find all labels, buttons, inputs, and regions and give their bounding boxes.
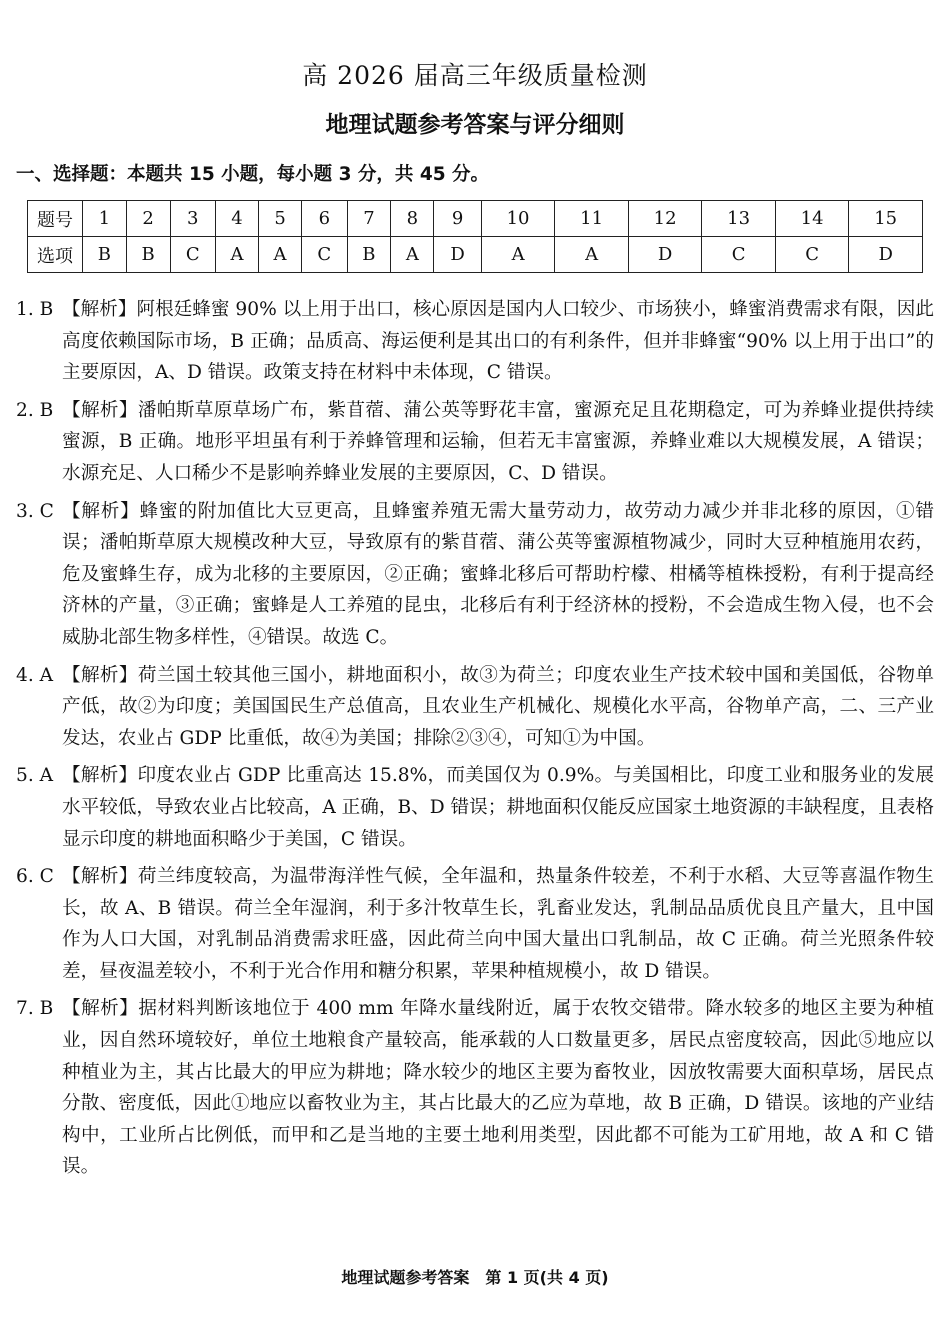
explanation-text: 荷兰纬度较高，为温带海洋性气候，全年温和，热量条件较差，不利于水稻、大豆等喜温作物生长，故 A、B 错误。荷兰全年湿润，利于多汁牧草生长，乳畜业发达，乳制品品质优良且产量大，且中国作为人口大国，对乳制品消费需求旺盛，因此荷兰向中国大量出口乳制品，故 C 正确。荷兰光照条件较差，昼夜温差较小，不利于光合作用和糖分积累，苹果种植规模小，故 D 错误。: [62, 866, 934, 982]
explanation-text: 阿根廷蜂蜜 90% 以上用于出口，核心原因是国内人口较少、市场狭小，蜂蜜消费需求有限，因此高度依赖国际市场，B 正确；品质高、海运便利是其出口的有利条件，但并非蜂蜜“90% 以上用于出口”的主要原因，A、D 错误。政策支持在材料中未体现，C 错误。: [62, 299, 934, 384]
answer-cell: D: [628, 237, 702, 273]
explanation-number: 4. A: [16, 664, 54, 686]
explanation-body: [62, 660, 934, 755]
page-footer: 地理试题参考答案 第 1 页(共 4 页): [341, 1268, 609, 1287]
explanation-number: 1. B: [16, 299, 54, 320]
answer-table-answer-row: [28, 237, 923, 273]
question-number-cell: 14: [775, 201, 849, 237]
question-number-cell: 8: [391, 201, 434, 237]
explanation-tag: 【解析】: [62, 664, 138, 686]
question-number-cell: 3: [170, 201, 215, 237]
explanation-text: 荷兰国土较其他三国小，耕地面积小，故③为荷兰；印度农业生产技术较中国和美国低，谷物单产低，故②为印度；美国国民生产总值高，且农业生产机械化、规模化水平高，谷物单产高，二、三产业发达，农业占 GDP 比重低，故④为美国；排除②③④，可知①为中国。: [62, 664, 934, 749]
answer-table-number-row: [28, 201, 923, 237]
explanation-tag: 【解析】: [62, 399, 138, 421]
answer-cell: A: [391, 237, 434, 273]
question-number-cell: 15: [849, 201, 923, 237]
page-subtitle: 地理试题参考答案与评分细则: [325, 112, 625, 138]
question-number-cell: 9: [434, 201, 481, 237]
question-number-cell: 10: [481, 201, 555, 237]
explanation-body: [62, 395, 934, 490]
answer-cell: C: [775, 237, 849, 273]
question-number-cell: 7: [347, 201, 391, 237]
explanation-text: 潘帕斯草原草场广布，紫苜蓿、蒲公英等野花丰富，蜜源充足且花期稳定，可为养蜂业提供持续蜜源，B 正确。地形平坦虽有利于养蜂管理和运输，但若无丰富蜜源，养蜂业难以大规模发展，A 错误；水源充足、人口稀少不是影响养蜂业发展的主要原因，C、D 错误。: [62, 399, 934, 484]
explanation-number: 3. C: [16, 500, 54, 522]
answer-cell: A: [259, 237, 302, 273]
answer-cell: B: [347, 237, 391, 273]
question-number-cell: 13: [702, 201, 776, 237]
explanation-list: [16, 294, 934, 1189]
explanation-body: [62, 496, 934, 654]
explanation-text: 印度农业占 GDP 比重高达 15.8%，而美国仅为 0.9%。与美国相比，印度工业和服务业的发展水平较低，导致农业占比较高，A 正确，B、D 错误；耕地面积仅能反应国家土地资源的丰缺程度，且表格显示印度的耕地面积略少于美国，C 错误。: [62, 765, 934, 850]
question-number-cell: 6: [302, 201, 347, 237]
answer-cell: C: [702, 237, 776, 273]
explanation-number: 6. C: [16, 866, 54, 888]
row-label-number: 题号: [28, 201, 83, 237]
answer-cell: A: [555, 237, 629, 273]
explanation-body: [62, 294, 934, 389]
answer-cell: D: [434, 237, 481, 273]
explanation-item: [16, 861, 934, 987]
question-number-cell: 4: [215, 201, 258, 237]
question-number-cell: 2: [126, 201, 170, 237]
explanation-tag: 【解析】: [62, 299, 137, 320]
question-number-cell: 1: [83, 201, 127, 237]
explanation-item: [16, 496, 934, 654]
answer-cell: C: [302, 237, 347, 273]
answer-cell: B: [126, 237, 170, 273]
explanation-tag: 【解析】: [62, 998, 139, 1020]
explanation-item: [16, 660, 934, 755]
explanation-text: 蜂蜜的附加值比大豆更高，且蜂蜜养殖无需大量劳动力，故劳动力减少并非北移的原因，①错误；潘帕斯草原大规模改种大豆，导致原有的紫苜蓿、蒲公英等蜜源植物减少，同时大豆种植施用农药，危及蜜蜂生存，成为北移的主要原因，②正确；蜜蜂北移后可帮助柠檬、柑橘等植株授粉，有利于提高经济林的产量，③正确；蜜蜂是人工养殖的昆虫，北移后有利于经济林的授粉，不会造成生物入侵，也不会威胁北部生物多样性，④错误。故选 C。: [62, 500, 934, 648]
explanation-item: [16, 993, 934, 1183]
page-title: 高 2026 届高三年级质量检测: [302, 61, 648, 90]
explanation-item: [16, 760, 934, 855]
answer-cell: D: [849, 237, 923, 273]
row-label-answer: 选项: [28, 237, 83, 273]
explanation-item: [16, 294, 934, 389]
question-number-cell: 5: [259, 201, 302, 237]
section-heading: 一、选择题：本题共 15 小题，每小题 3 分，共 45 分。: [16, 164, 490, 185]
explanation-body: [62, 760, 934, 855]
answer-table: [27, 200, 923, 273]
explanation-tag: 【解析】: [62, 866, 138, 888]
explanation-body: [62, 993, 934, 1183]
explanation-number: 5. A: [16, 765, 54, 787]
answer-cell: B: [83, 237, 127, 273]
explanation-body: [62, 861, 934, 987]
question-number-cell: 11: [555, 201, 629, 237]
answer-cell: C: [170, 237, 215, 273]
explanation-tag: 【解析】: [62, 500, 140, 522]
question-number-cell: 12: [628, 201, 702, 237]
explanation-number: 2. B: [16, 399, 54, 421]
answer-cell: A: [481, 237, 555, 273]
answer-cell: A: [215, 237, 258, 273]
explanation-tag: 【解析】: [62, 765, 138, 787]
explanation-number: 7. B: [16, 998, 54, 1020]
explanation-item: [16, 395, 934, 490]
explanation-text: 据材料判断该地位于 400 mm 年降水量线附近，属于农牧交错带。降水较多的地区主要为种植业，因自然环境较好，单位土地粮食产量较高，能承载的人口数量更多，居民点密度较高，因此⑤地应以种植业为主，其占比最大的甲应为耕地；降水较少的地区主要为畜牧业，因放牧需要大面积草场，居民点分散、密度低，因此①地应以畜牧业为主，其占比最大的乙应为草地，故 B 正确，D 错误。该地的产业结构中，工业所占比例低，而甲和乙是当地的主要土地利用类型，因此都不可能为工矿用地，故 A 和 C 错误。: [62, 998, 934, 1178]
